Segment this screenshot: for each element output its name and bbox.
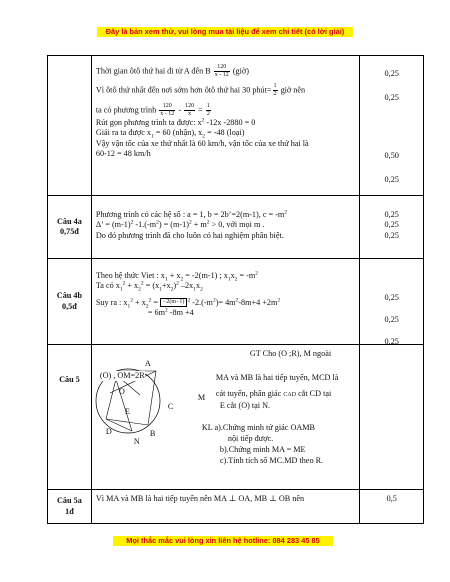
table-row bbox=[48, 259, 424, 345]
table-row bbox=[48, 345, 424, 490]
point-label: M bbox=[197, 393, 206, 402]
point-label: B bbox=[149, 429, 156, 438]
preview-banner: Đây là bản xem thử, vui lòng mua tài liệu để xem chi tiết (có lời giải) bbox=[97, 27, 353, 37]
table-row bbox=[48, 56, 424, 196]
fraction: $\frac{1}{2}$ bbox=[273, 83, 277, 97]
point-label: A bbox=[144, 359, 151, 368]
score-cell: 0,25 0,25 0,25 bbox=[360, 259, 424, 345]
hotline-banner: Mọi thắc mắc vui lòng xin liên hệ hotline: 084 283 45 85 bbox=[113, 536, 333, 546]
score-cell: 0,5 bbox=[360, 490, 424, 524]
question-label: Câu 5 bbox=[48, 345, 92, 490]
score-cell bbox=[360, 345, 424, 490]
question-label: Câu 4a 0,75đ bbox=[48, 196, 92, 259]
solution-cell: Vì MA và MB là hai tiếp tuyến nên MA ⊥ OA, MB ⊥ OB nên bbox=[91, 490, 360, 524]
score-cell: 0,25 0,25 0,50 0,25 bbox=[360, 56, 424, 196]
squared-term: −2(m−1) bbox=[160, 298, 187, 307]
point-label: O bbox=[118, 387, 125, 396]
left-caption: (O) , OM=2R bbox=[99, 371, 145, 380]
fraction: $\frac{120}{x - 12}$ bbox=[214, 64, 229, 78]
given-heading: GT Cho (O ;R), M ngoài bbox=[249, 349, 332, 358]
table-row bbox=[48, 196, 424, 259]
table-row bbox=[48, 490, 424, 524]
conclusion-heading: KL a).Chứng minh tứ giác OAMB bbox=[201, 423, 316, 432]
point-label: E bbox=[124, 407, 130, 416]
solution-cell: Theo hệ thức Viet : $x_1 + x_2 = -2(m-1)$ ; $x_1x_2 = -m^2$ Ta có $x_1^2 + x_2^2 = (x_1+x_2)^2$ $-2x_1x_2$ Suy ra : $x_1^2 + x_2^2 = -2(m-1)$ $^2$ $-2.(-m^2)= 4m^2-8m+4 +2m^2$ = $6m^2$ -8m +4 bbox=[91, 259, 360, 345]
point-label: N bbox=[133, 437, 140, 446]
solution-cell: Phương trình có các hệ số : a = 1, b = 2b’=2(m-1), $c = -m^2$ Δ’ = $(m-1)^2$ $-1.(-m^2) = (m-1)^2 + m^2 > 0$, với mọi m . Do đó phương trình đã cho luôn có hai nghiệm phân biệt. bbox=[91, 196, 360, 259]
point-label: D bbox=[105, 427, 112, 436]
question-label bbox=[48, 56, 92, 196]
question-label: Câu 5a 1đ bbox=[48, 490, 92, 524]
question-label: Câu 4b 0,5đ bbox=[48, 259, 92, 345]
point-label: C bbox=[167, 402, 174, 411]
answer-table bbox=[47, 55, 424, 524]
solution-cell: Thời gian ôtô thứ hai đi từ A đến B $\frac{120}{x - 12}$ (giờ) Vì ôtô thứ nhất đến nơi sớm hơn ôtô thứ hai 30 phút= $\frac{1}{2}$ giờ nên ta có phương trình $\frac{120}{x - 12}$ - $\frac{120}{x}$ = $\frac{1}{2}$ Rút gọn phương trình ta được: $x^2$ -12x -2880 = 0 Giải ra ta được $x_1 = 60$ (nhận), $x_2 = -48$ (loại) Vậy vận tốc của xe thứ nhất là 60 km/h, vận tốc của xe thứ hai là 60-12 = 48 km/h bbox=[91, 56, 360, 196]
geometry-cell: A C O E M D B N (O) , OM=2R GT Cho (O ;R), M ngoài MA và MB là hai tiếp tuyến, MCD là cát tuyến, phân giác CAD cắt CD tại E cắt (O) tại N. KL a).Chứng minh tứ giác OAMB nội tiếp được. b).Chứng minh MA = ME c).Tính tích số MC.MD theo R. bbox=[91, 345, 360, 490]
score-cell: 0,25 0,25 0,25 bbox=[360, 196, 424, 259]
